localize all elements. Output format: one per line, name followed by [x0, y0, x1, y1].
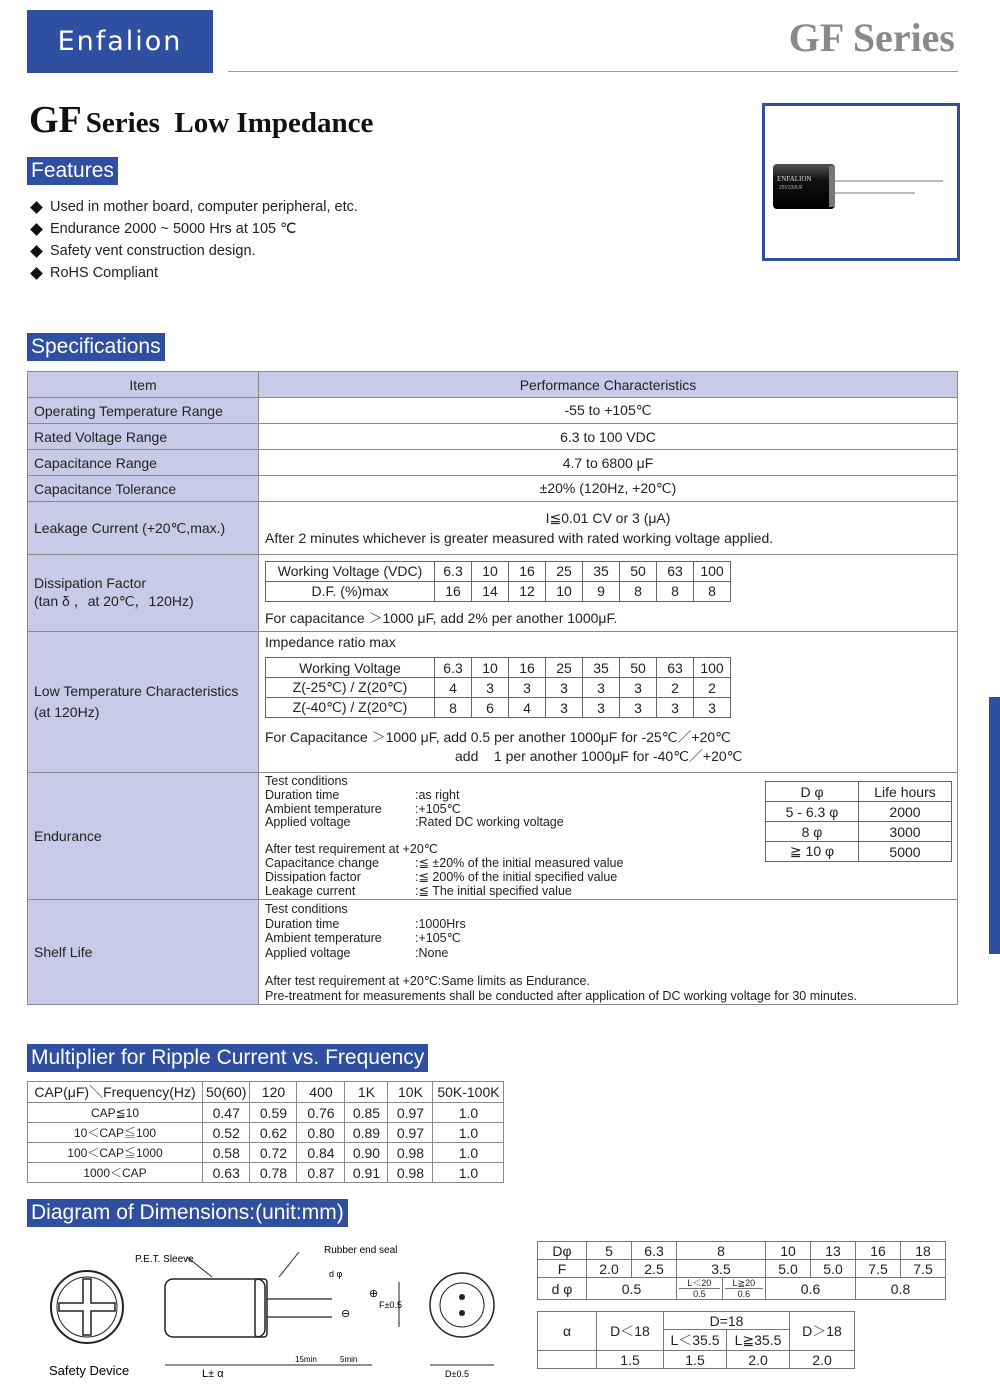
table-row: F 2.0 2.5 3.5 5.0 5.0 7.5 7.5: [538, 1260, 946, 1278]
leader-line: [279, 1252, 299, 1277]
section-features: Features: [27, 157, 118, 185]
table-row: [28, 555, 958, 632]
spec-label: Capacitance Tolerance: [28, 476, 259, 502]
lead-hole: [459, 1310, 465, 1316]
df-note: For capacitance ＞1000 μF, add 2% per another 1000μF.: [265, 609, 618, 626]
product-photo: [762, 103, 960, 261]
table-row: [28, 398, 958, 424]
lt-label: Low Temperature Characteristics: [34, 683, 239, 699]
capacitor-body: [165, 1279, 265, 1337]
ripple-table: [27, 1081, 504, 1183]
table-row: 10＜CAP≦100 0.52 0.62 0.80 0.89 0.97 1.0: [28, 1123, 504, 1143]
photo-marking: 25V330UF: [779, 185, 803, 191]
table-row: D.F. (%)max 16 14 12 10 9 8 8 8: [266, 581, 731, 601]
leakage-note: After 2 minutes whichever is greater measured with rated working voltage applied.: [265, 530, 774, 546]
table-row: α D＜18 D=18 D＞18: [538, 1312, 855, 1330]
table-row: Working Voltage (VDC) 6.3 10 16 25 35 50 63 100: [266, 561, 731, 581]
title-rest: Series Low Impedance: [85, 107, 374, 139]
spec-value: 6.3 to 100 VDC: [259, 424, 958, 450]
lt-sublabel: (at 120Hz): [34, 704, 100, 720]
label-safety-device: Safety Device: [49, 1363, 130, 1378]
label-dphi: d φ: [329, 1269, 343, 1279]
section-dimensions: Diagram of Dimensions:(unit:mm): [27, 1199, 348, 1227]
lt-heading: Impedance ratio max: [265, 634, 396, 650]
table-row: [28, 476, 958, 502]
spec-value: ±20% (120Hz, +20℃): [259, 476, 958, 502]
spec-label: [28, 555, 259, 632]
label-rubber-seal: Rubber end seal: [324, 1245, 398, 1256]
table-row: 5 - 6.3 φ 2000: [766, 802, 952, 822]
photo-marking: ENFALION: [777, 175, 812, 183]
dimension-table: [537, 1241, 946, 1300]
leakage-formula: I≦0.01 CV or 3 (μA): [545, 510, 671, 526]
title-gf: GF: [29, 99, 82, 141]
spec-value: 4.7 to 6800 μF: [259, 450, 958, 476]
alpha-table: [537, 1311, 855, 1369]
endurance-value: Test conditions Duration time :as right Ambient temperature :+105℃ Applied voltage :Rated DC working voltage After test requirement at +20℃ Capacitance change :≦ ±20% of the initial measured value Dissipation factor :≦ 200% of the initial specified value Leakage current :≦ The initial specified value D φ Life hours 5 - 6.3 φ 2000 8 φ 3000 ≧ 10 φ 5000: [259, 773, 958, 900]
bullet-icon: [30, 245, 43, 258]
lt-table: [265, 657, 731, 718]
lead-hole: [459, 1294, 465, 1300]
shelf-pre: Pre-treatment for measurements shall be conducted after application of DC working voltage for 30 minutes.: [265, 988, 857, 1003]
df-head: D.F. (%)max: [266, 581, 435, 601]
table-row: [28, 502, 958, 555]
features-list: [30, 196, 358, 284]
leakage-value: [259, 502, 958, 555]
spec-label: Rated Voltage Range: [28, 424, 259, 450]
page-title: [29, 98, 373, 142]
label-5min: 5min: [340, 1355, 358, 1364]
feature-item: RoHS Compliant: [30, 262, 358, 284]
table-row: Z(-40℃) / Z(20℃) 8 6 4 3 3 3 3 3: [266, 698, 731, 718]
lt-value: [259, 632, 958, 773]
lt-note: add 1 per another 1000μF for -40℃／+20℃: [455, 748, 743, 764]
table-row: Dφ 5 6.3 8 10 13 16 18: [538, 1242, 946, 1260]
table-row: [28, 900, 958, 1005]
table-row: [28, 424, 958, 450]
table-row: d φ 0.5 L＜20 0.5 L≧20 0.6 0.6 0.8: [538, 1278, 946, 1300]
feature-item: Endurance 2000 ~ 5000 Hrs at 105 ℃: [30, 218, 358, 240]
spec-label: Shelf Life: [28, 900, 259, 1005]
side-tab: [989, 697, 1000, 954]
header-series: GF Series: [788, 15, 955, 60]
table-row: L＜35.5 L≧35.5: [538, 1330, 855, 1351]
table-row: 1000＜CAP 0.63 0.78 0.87 0.91 0.98 1.0: [28, 1163, 504, 1183]
spec-table: [27, 371, 958, 1005]
shelf-value: Test conditions Duration time :1000Hrs Ambient temperature :+105℃ Applied voltage :None After test requirement at +20℃:Same limits as Endurance. Pre-treatment for measurements shall be conducted after application of DC working voltage for 30 minutes.: [259, 900, 958, 1005]
endurance-test-conditions: Test conditions: [265, 774, 348, 788]
life-hours-table: [765, 781, 952, 862]
section-ripple: Multiplier for Ripple Current vs. Frequency: [27, 1044, 428, 1072]
label-pet-sleeve: P.E.T. Sleeve: [135, 1254, 194, 1265]
spec-head-item: Item: [28, 372, 259, 398]
brand-logo: Enfalion: [27, 10, 213, 73]
shelf-test-conditions: Test conditions: [265, 902, 348, 916]
safety-vent-inner: [57, 1277, 117, 1337]
df-head: Working Voltage (VDC): [266, 561, 435, 581]
feature-item: Used in mother board, computer peripheral, etc.: [30, 196, 358, 218]
table-row: CAP(μF)＼Frequency(Hz) 50(60) 120 400 1K 10K 50K-100K: [28, 1082, 504, 1103]
table-row: Working Voltage 6.3 10 16 25 35 50 63 100: [266, 658, 731, 678]
table-row: 100＜CAP≦1000 0.58 0.72 0.84 0.90 0.98 1.0: [28, 1143, 504, 1163]
spec-label: Operating Temperature Range: [28, 398, 259, 424]
df-label: Dissipation Factor: [34, 575, 147, 591]
spec-label: Capacitance Range: [28, 450, 259, 476]
df-sublabel: (tan δ ，at 20℃，120Hz): [34, 593, 194, 609]
dimension-diagram: [27, 1237, 507, 1387]
bullet-icon: [30, 201, 43, 214]
table-row: [28, 372, 958, 398]
spec-label: Endurance: [28, 773, 259, 900]
end-view-inner: [440, 1283, 484, 1327]
table-row: [28, 773, 958, 900]
safety-vent-circle: [51, 1271, 123, 1343]
spec-value: -55 to +105℃: [259, 398, 958, 424]
label-length: L± α: [202, 1368, 224, 1380]
minus-icon: ⊖: [341, 1308, 351, 1320]
section-specifications: Specifications: [27, 333, 165, 361]
label-15min: 15min: [295, 1355, 317, 1364]
df-value: [259, 555, 958, 632]
spec-label: Leakage Current (+20℃,max.): [28, 502, 259, 555]
bullet-icon: [30, 223, 43, 236]
table-row: ≧ 10 φ 5000: [766, 842, 952, 862]
header-divider: [228, 71, 958, 72]
label-d: D±0.5: [445, 1369, 469, 1379]
cross-icon: [59, 1279, 115, 1335]
endurance-after: After test requirement at +20℃: [265, 842, 438, 857]
table-row: 8 φ 3000: [766, 822, 952, 842]
table-row: D φ Life hours: [766, 782, 952, 802]
table-row: CAP≦10 0.47 0.59 0.76 0.85 0.97 1.0: [28, 1103, 504, 1123]
plus-icon: ⊕: [369, 1288, 379, 1300]
table-row: [28, 450, 958, 476]
spec-head-perf: Performance Characteristics: [259, 372, 958, 398]
feature-item: Safety vent construction design.: [30, 240, 358, 262]
df-table: [265, 561, 731, 602]
spec-label: [28, 632, 259, 773]
table-row: Z(-25℃) / Z(20℃) 4 3 3 3 3 3 2 2: [266, 678, 731, 698]
label-f: F±0.5: [379, 1300, 402, 1310]
bullet-icon: [30, 267, 43, 280]
table-row: 1.5 1.5 2.0 2.0: [538, 1351, 855, 1369]
shelf-after: After test requirement at +20℃:Same limits as Endurance.: [265, 974, 590, 988]
table-row: [28, 632, 958, 773]
lt-note: For Capacitance ＞1000 μF, add 0.5 per another 1000μF for -25℃／+20℃: [265, 729, 731, 745]
